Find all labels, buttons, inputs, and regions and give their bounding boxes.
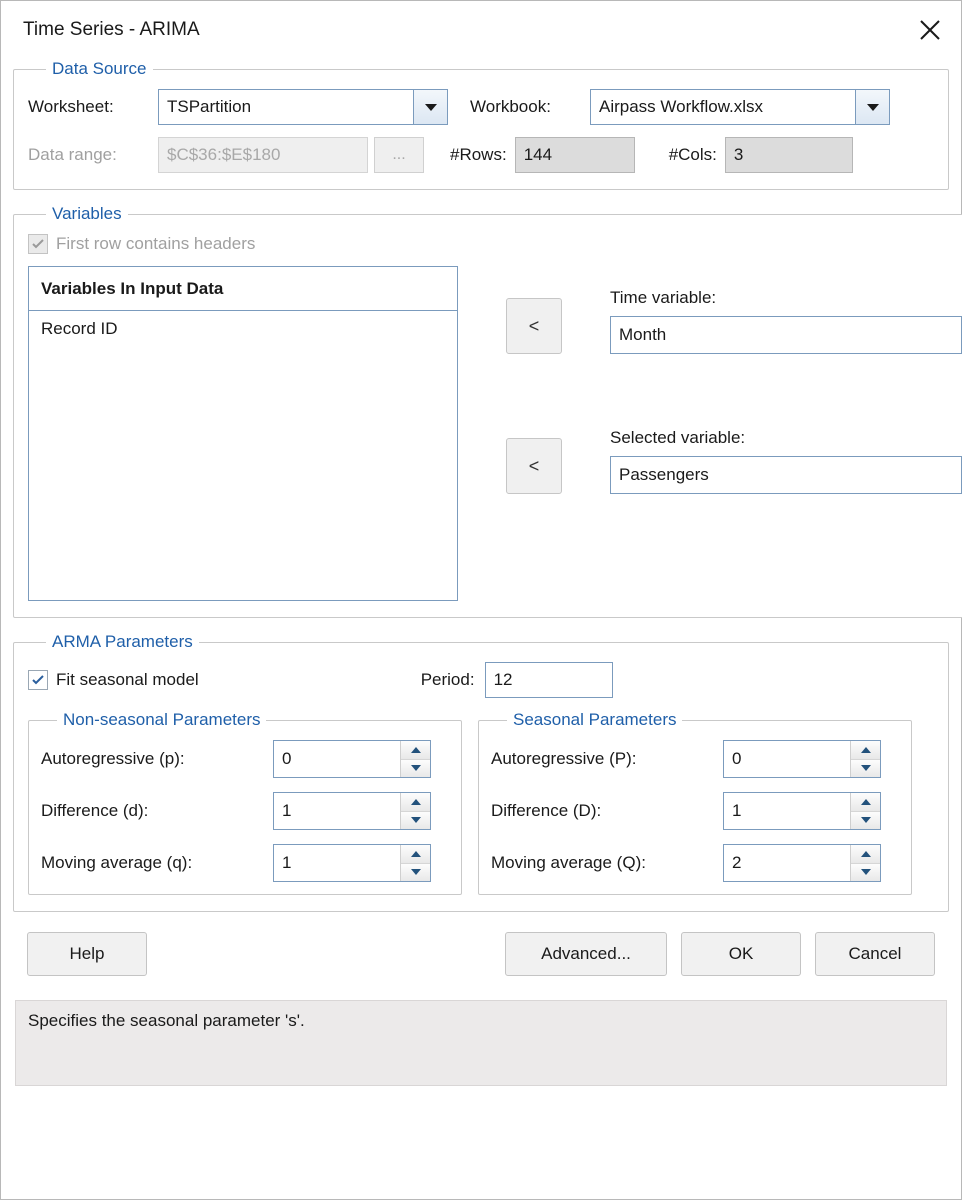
data-source-group (13, 59, 949, 190)
stepper-up-icon[interactable] (401, 845, 430, 864)
chevron-down-icon[interactable] (855, 90, 889, 124)
seasonal-ar-row (491, 740, 899, 778)
workbook-label: Workbook: (470, 97, 551, 116)
seasonal-ma-stepper[interactable] (723, 844, 881, 882)
worksheet-label: Worksheet: (28, 97, 114, 116)
fit-seasonal-label: Fit seasonal model (56, 670, 199, 689)
data-source-legend: Data Source (52, 59, 147, 78)
nonseasonal-diff-stepper[interactable] (273, 792, 431, 830)
workbook-combo[interactable] (590, 89, 890, 125)
seasonal-ma-row (491, 844, 899, 882)
input-variables-header: Variables In Input Data (29, 267, 457, 311)
dialog-body (1, 59, 961, 986)
workbook-value: Airpass Workflow.xlsx (599, 97, 764, 116)
title-bar (1, 1, 961, 59)
window-title: Time Series - ARIMA (23, 19, 200, 40)
arma-parameters-group (13, 632, 949, 912)
first-row-headers-label: First row contains headers (56, 234, 256, 253)
data-range-row (28, 137, 934, 173)
seasonal-parameters-group (478, 710, 912, 895)
ok-button[interactable]: OK (681, 932, 801, 976)
nonseasonal-ar-value: 0 (282, 749, 292, 768)
variables-group (13, 204, 962, 618)
nonseasonal-ar-stepper[interactable] (273, 740, 431, 778)
stepper-down-icon[interactable] (851, 864, 880, 882)
stepper-up-icon[interactable] (401, 793, 430, 812)
cols-value: 3 (725, 137, 853, 173)
cancel-button[interactable]: Cancel (815, 932, 935, 976)
time-variable-input[interactable]: Month (610, 316, 962, 354)
seasonal-ma-value: 2 (732, 853, 742, 872)
stepper-down-icon[interactable] (851, 812, 880, 830)
nonseasonal-diff-label: Difference (d): (41, 801, 149, 820)
period-input[interactable]: 12 (485, 662, 613, 698)
rows-label: #Rows: (450, 145, 507, 164)
move-time-variable-button[interactable]: < (506, 298, 562, 354)
nonseasonal-ar-label: Autoregressive (p): (41, 749, 185, 768)
nonseasonal-ar-row (41, 740, 449, 778)
nonseasonal-ma-label: Moving average (q): (41, 853, 193, 872)
fit-seasonal-row (28, 662, 934, 698)
variables-legend: Variables (52, 204, 122, 223)
seasonal-diff-row (491, 792, 899, 830)
input-variables-list[interactable] (28, 266, 458, 601)
selected-variable-label: Selected variable: (610, 428, 746, 447)
period-label: Period: (420, 670, 475, 689)
seasonal-ar-value: 0 (732, 749, 742, 768)
move-selected-variable-button[interactable]: < (506, 438, 562, 494)
worksheet-combo[interactable] (158, 89, 448, 125)
seasonal-diff-value: 1 (732, 801, 742, 820)
list-item[interactable]: Record ID (41, 319, 118, 338)
stepper-up-icon[interactable] (851, 793, 880, 812)
chevron-down-icon[interactable] (413, 90, 447, 124)
selected-variable-input[interactable]: Passengers (610, 456, 962, 494)
browse-range-button[interactable]: ... (374, 137, 424, 173)
stepper-up-icon[interactable] (851, 845, 880, 864)
status-bar: Specifies the seasonal parameter 's'. (15, 1000, 947, 1086)
data-range-label: Data range: (28, 145, 117, 164)
worksheet-value: TSPartition (167, 97, 252, 116)
stepper-down-icon[interactable] (401, 812, 430, 830)
stepper-down-icon[interactable] (401, 864, 430, 882)
nonseasonal-diff-value: 1 (282, 801, 292, 820)
stepper-down-icon[interactable] (401, 760, 430, 778)
seasonal-ma-label: Moving average (Q): (491, 853, 646, 872)
cols-label: #Cols: (668, 145, 717, 164)
seasonal-ar-label: Autoregressive (P): (491, 749, 637, 768)
nonseasonal-ma-row (41, 844, 449, 882)
non-seasonal-parameters-group (28, 710, 462, 895)
nonseasonal-ma-value: 1 (282, 853, 292, 872)
nonseasonal-ma-stepper[interactable] (273, 844, 431, 882)
rows-value: 144 (515, 137, 635, 173)
non-seasonal-legend: Non-seasonal Parameters (63, 710, 261, 729)
fit-seasonal-checkbox[interactable] (28, 670, 48, 690)
dialog-footer (13, 926, 949, 976)
help-button[interactable]: Help (27, 932, 147, 976)
close-icon[interactable] (899, 2, 961, 58)
advanced-button[interactable]: Advanced... (505, 932, 667, 976)
time-variable-label: Time variable: (610, 288, 717, 307)
arma-legend: ARMA Parameters (52, 632, 193, 651)
first-row-headers-row[interactable] (28, 234, 962, 254)
seasonal-ar-stepper[interactable] (723, 740, 881, 778)
stepper-down-icon[interactable] (851, 760, 880, 778)
seasonal-diff-stepper[interactable] (723, 792, 881, 830)
stepper-up-icon[interactable] (401, 741, 430, 760)
first-row-headers-checkbox[interactable] (28, 234, 48, 254)
seasonal-legend: Seasonal Parameters (513, 710, 677, 729)
data-range-input[interactable]: $C$36:$E$180 (158, 137, 368, 173)
seasonal-diff-label: Difference (D): (491, 801, 602, 820)
worksheet-row (28, 89, 934, 125)
stepper-up-icon[interactable] (851, 741, 880, 760)
nonseasonal-diff-row (41, 792, 449, 830)
